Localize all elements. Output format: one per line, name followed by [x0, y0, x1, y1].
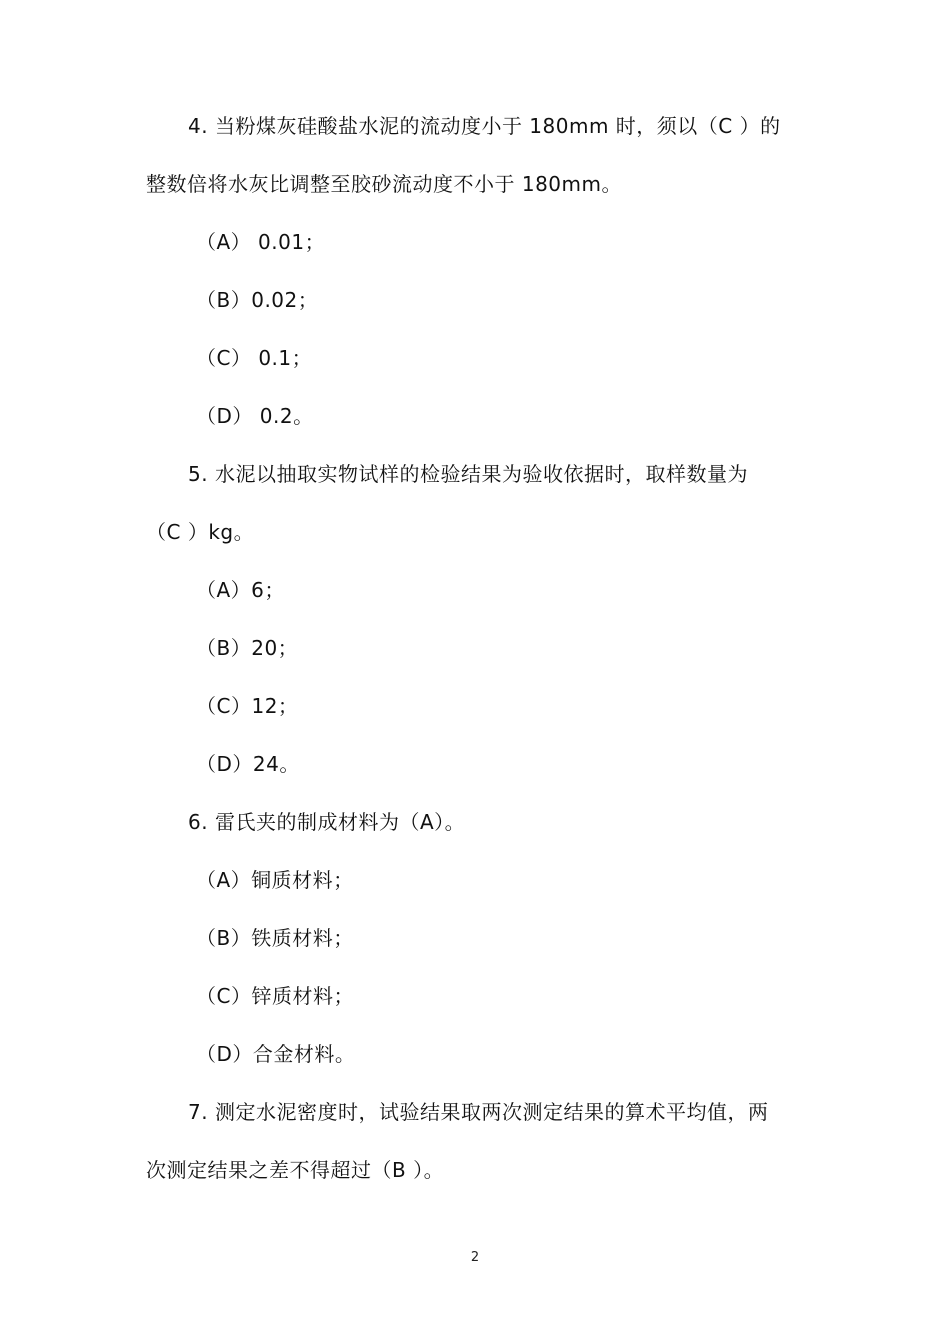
question-6-option-a: （A）铜质材料；	[196, 868, 354, 892]
question-5-option-d: （D）24。	[196, 752, 300, 776]
question-4-option-a: （A） 0.01；	[196, 230, 326, 254]
question-7-line-2: 次测定结果之差不得超过（B ）。	[146, 1158, 445, 1182]
question-5-option-a: （A）6；	[196, 578, 285, 602]
question-4-line-2: 整数倍将水灰比调整至胶砂流动度不小于 180mm。	[146, 172, 622, 196]
page-number: 2	[470, 1250, 480, 1265]
question-4-line-1: 4. 当粉煤灰硅酸盐水泥的流动度小于 180mm 时，须以（C ）的	[188, 114, 781, 138]
question-6-option-d: （D）合金材料。	[196, 1042, 356, 1066]
question-6-option-c: （C）锌质材料；	[196, 984, 354, 1008]
question-4-option-c: （C） 0.1；	[196, 346, 313, 370]
question-7-line-1: 7. 测定水泥密度时，试验结果取两次测定结果的算术平均值，两	[188, 1100, 769, 1124]
question-5-line-2: （C ）kg。	[146, 520, 255, 544]
question-5-option-b: （B）20；	[196, 636, 299, 660]
question-4-option-b: （B）0.02；	[196, 288, 319, 312]
question-6-option-b: （B）铁质材料；	[196, 926, 354, 950]
question-4-option-d: （D） 0.2。	[196, 404, 314, 428]
question-5-option-c: （C）12；	[196, 694, 299, 718]
question-5-line-1: 5. 水泥以抽取实物试样的检验结果为验收依据时，取样数量为	[188, 462, 748, 486]
question-6-line-1: 6. 雷氏夹的制成材料为（A）。	[188, 810, 466, 834]
